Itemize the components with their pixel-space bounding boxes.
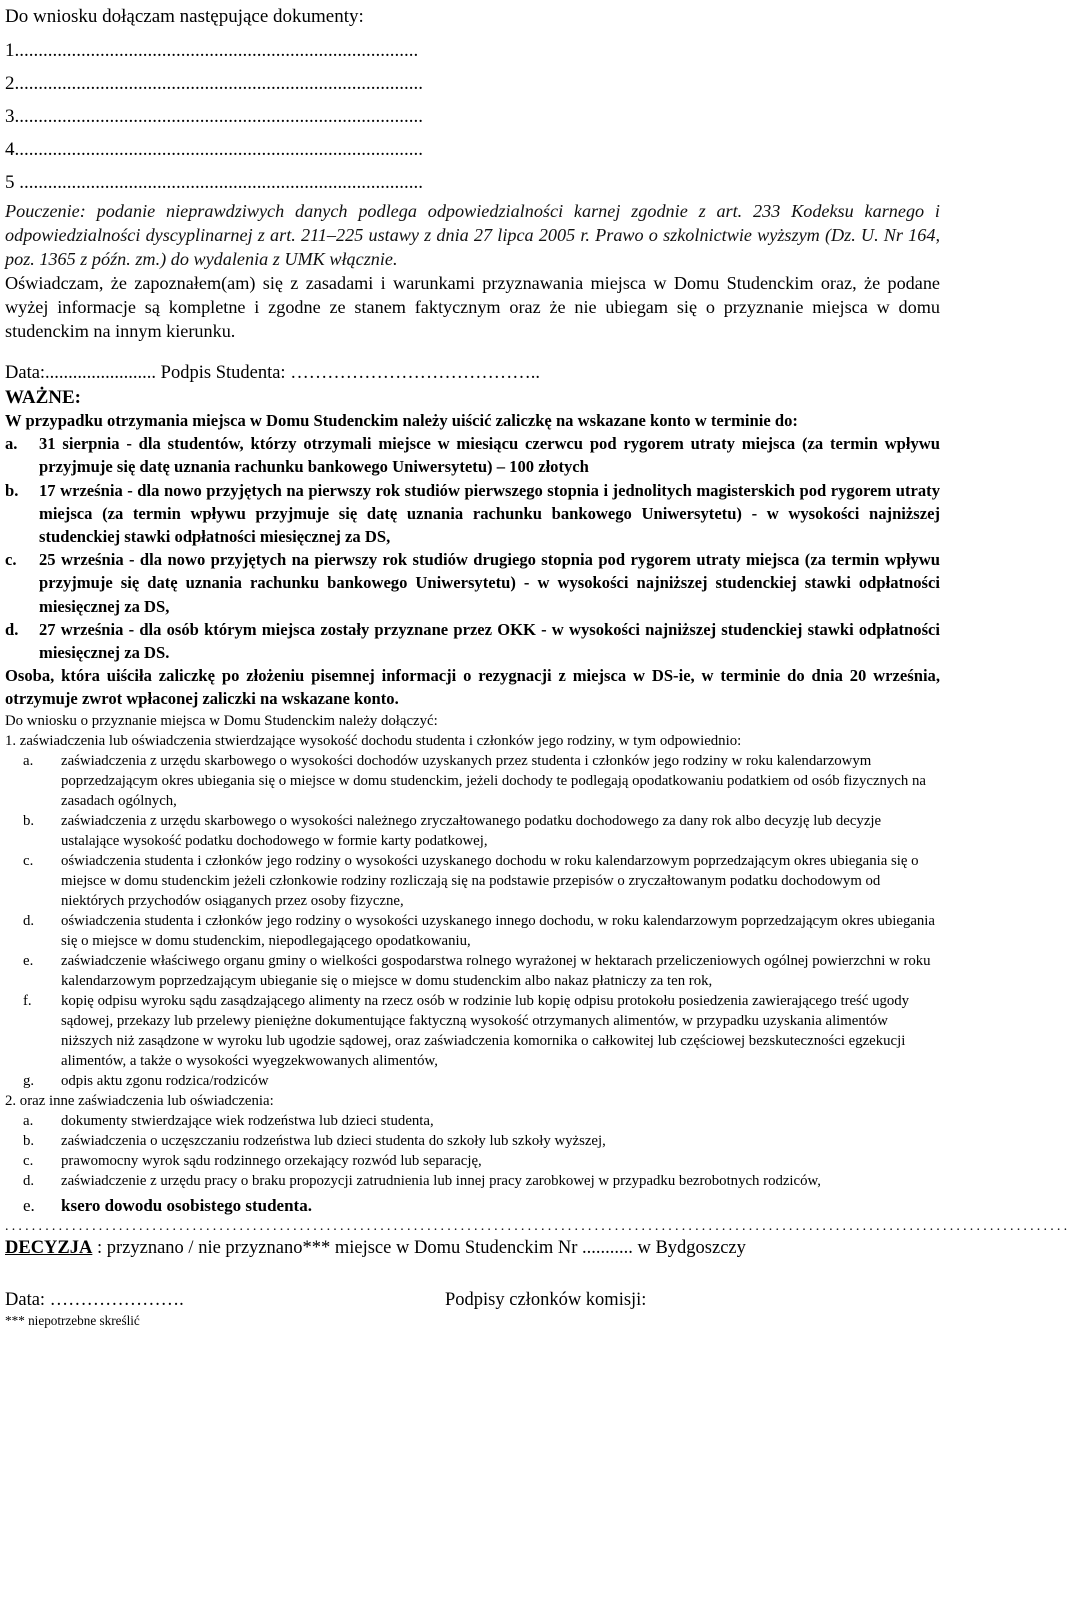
committee-signatures: Podpisy członków komisji: <box>445 1289 647 1310</box>
student-declaration: Oświadczam, że zapoznałem(am) się z zasadami i warunkami przyznawania miejsca w Domu Studenckim oraz, że podane wyżej informacje są kompletne i zgodne ze stanem faktycznym oraz że nie ubiegam się o przyznanie miejsca w domu studenckim na innym kierunku. <box>5 273 940 341</box>
footnote: *** niepotrzebne skreślić <box>5 1312 140 1328</box>
item-text: zaświadczenie właściwego organu gminy o wielkości gospodarstwa rolnego wyrażonej w hektarach przeliczeniowych ogólnej powierzchni w roku kalendarzowym poprzedzającym ubieganie się o miejsce w domu studenckim albo nakaz płatniczy za ten rok, <box>61 952 931 989</box>
item-marker: f. <box>23 992 32 1009</box>
item-marker: c. <box>5 550 17 570</box>
item-marker: a. <box>5 434 18 454</box>
deadline-item <box>5 548 940 618</box>
required-group-1-list <box>5 751 940 1091</box>
item-text: 31 sierpnia - dla studentów, którzy otrzymali miejsce w miesiącu czerwcu pod rygorem utraty miejsca (za termin wpływu przyjmuje się datę uznania rachunku bankowego Uniwersytetu) – 100 złotych <box>39 434 940 477</box>
item-text: odpis aktu zgonu rodzica/rodziców <box>61 1072 269 1089</box>
item-text: zaświadczenia z urzędu skarbowego o wysokości należnego zryczałtowanego podatku dochodowego za dany rok albo decyzję lub decyzje ustalające wysokość podatku dochodowego w formie karty podatkowej, <box>61 812 882 849</box>
item-text: 27 września - dla osób którym miejsca zostały przyznane przez OKK - w wysokości najniższej studenckiej stawki odpłatności miesięcznej za DS. <box>39 619 940 663</box>
item-marker: e. <box>23 952 34 969</box>
item-marker: g. <box>23 1072 35 1089</box>
item-marker: e. <box>23 1195 35 1215</box>
required-group-2-list <box>5 1111 940 1191</box>
decision-line <box>5 1234 940 1262</box>
list-item <box>5 991 940 1071</box>
item-marker: d. <box>23 1172 35 1189</box>
footer-row <box>5 1287 940 1313</box>
item-marker: d. <box>5 619 19 639</box>
list-item <box>5 1131 940 1151</box>
item-marker: d. <box>23 912 35 929</box>
item-text: dokumenty stwierdzające wiek rodzeństwa lub dzieci studenta, <box>61 1112 434 1129</box>
attachment-line-3[interactable]: 3...................................................................................... <box>5 106 423 127</box>
attachment-line-1[interactable]: 1..................................................................................... <box>5 40 419 61</box>
list-item <box>5 811 940 851</box>
required-docs-intro: Do wniosku o przyznanie miejsca w Domu Studenckim należy dołączyć: <box>5 712 438 729</box>
item-text: zaświadczenia o uczęszczaniu rodzeństwa lub dzieci studenta do szkoły lub szkoły wyższej, <box>61 1132 606 1149</box>
decision-text: : przyznano / nie przyznano*** miejsce w Domu Studenckim Nr ........... w Bydgoszczy <box>92 1237 746 1258</box>
item-marker: a. <box>23 1112 34 1129</box>
id-copy-item <box>5 1194 940 1218</box>
important-title: WAŻNE: <box>5 387 82 408</box>
required-group-1-title: 1. zaświadczenia lub oświadczenia stwierdzające wysokość dochodu studenta i członków jego rodziny, w tym odpowiednio: <box>5 732 742 749</box>
list-item <box>5 1111 940 1131</box>
item-text: 17 września - dla nowo przyjętych na pierwszy rok studiów pierwszego stopnia i jednolitych magisterskich pod rygorem utraty miejsca (za termin wpływu przyjmuje się datę uznania rachunku bankowego Uniwersytetu) - w wysokości najniższej studenckiej stawki odpłatności miesięcznej za DS, <box>39 480 940 547</box>
attachment-line-5[interactable]: 5 ..................................................................................... <box>5 172 423 193</box>
list-item <box>5 951 940 991</box>
item-text: prawomocny wyrok sądu rodzinnego orzekający rozwód lub separację, <box>61 1152 482 1169</box>
item-text: oświadczenia studenta i członków jego rodziny o wysokości uzyskanego dochodu w roku kalendarzowym poprzedzającym okres ubiegania się o miejsce w domu studenckim jeżeli członkowie rodziny rozliczają się na podstawie przepisów o zryczałtowanym podatku dochodowym od niektórych przychodów osiąganych przez osoby fizyczne, <box>61 852 919 909</box>
item-text: kopię odpisu wyroku sądu zasądzającego alimenty na rzecz osób w rodzinie lub kopię odpisu protokołu posiedzenia zawierającego treść ugody sądowej, przekazy lub przelewy pieniężne dokumentujące faktyczną wysokość otrzymanych alimentów, w przypadku uzyskania alimentów niższych niż zasądzone w wyroku lub ugodzie sądowej, oraz zaświadczenia komornika o całkowitej lub częściowej bezskuteczności egzekucji alimentów, a także o wysokości wyegzekwowanych alimentów, <box>61 992 910 1069</box>
attachment-line-2[interactable]: 2...................................................................................... <box>5 73 423 94</box>
item-marker: b. <box>23 1132 35 1149</box>
decision-label: DECYZJA <box>5 1237 93 1258</box>
item-marker: b. <box>5 480 19 500</box>
deadline-item <box>5 432 940 478</box>
dotted-separator: ............................................................................................................................................................... <box>5 1218 1070 1234</box>
item-text: zaświadczenie z urzędu pracy o braku propozycji zatrudnienia lub innej pracy zarobkowej w przypadku bezrobotnych rodziców, <box>61 1172 821 1189</box>
student-signature-line[interactable]: Data:........................ Podpis Studenta: ………………………………….. <box>5 363 540 383</box>
item-marker: c. <box>23 1152 34 1169</box>
item-marker: b. <box>23 812 35 829</box>
deposit-intro: W przypadku otrzymania miejsca w Domu Studenckim należy uiścić zaliczkę na wskazane konto w terminie do: <box>5 411 798 430</box>
item-marker: a. <box>23 752 34 769</box>
list-item <box>5 1171 940 1191</box>
list-item <box>5 751 940 811</box>
list-item <box>5 851 940 911</box>
attachment-line-4[interactable]: 4...................................................................................... <box>5 139 423 160</box>
required-group-2-title: 2. oraz inne zaświadczenia lub oświadczenia: <box>5 1092 274 1109</box>
decision-date[interactable]: Data: …………………. <box>5 1289 184 1310</box>
legal-warning: Pouczenie: podanie nieprawdziwych danych podlega odpowiedzialności karnej zgodnie z art. 233 Kodeksu karnego i odpowiedzialności dyscyplinarnej z art. 211–225 ustawy z dnia 27 lipca 2005 r. Prawo o szkolnictwie wyższym (Dz. U. Nr 164, poz. 1365 z późn. zm.) do wydalenia z UMK włącznie. <box>5 201 940 269</box>
list-item <box>5 1071 940 1091</box>
list-item <box>5 1151 940 1171</box>
deposit-deadlines-list <box>5 432 940 664</box>
attachments-list <box>5 34 940 199</box>
deadline-item <box>5 479 940 549</box>
list-item <box>5 911 940 951</box>
item-text: 25 września - dla nowo przyjętych na pierwszy rok studiów drugiego stopnia pod rygorem utraty miejsca (za termin wpływu przyjmuje się datę uznania rachunku bankowego Uniwersytetu) - w wysokości najniższej studenckiej stawki odpłatności miesięcznej za DS, <box>39 550 940 616</box>
attachments-heading: Do wniosku dołączam następujące dokumenty: <box>5 6 364 27</box>
item-text: oświadczenia studenta i członków jego rodziny o wysokości uzyskanego innego dochodu, w roku kalendarzowym poprzedzającym okres ubiegania się o miejsce w domu studenckim, niepodlegającego opodatkowaniu, <box>61 912 935 949</box>
deadline-item <box>5 618 940 664</box>
item-text: zaświadczenia z urzędu skarbowego o wysokości dochodów uzyskanych przez studenta i członków jego rodziny w roku kalendarzowym poprzedzającym okres ubiegania się o miejsce w domu studenckim, jeżeli dochody te podlegają opodatkowaniu podatkiem od osób fizycznych na zasadach ogólnych, <box>61 752 926 809</box>
list-item <box>5 1194 940 1218</box>
refund-note: Osoba, która uiściła zaliczkę po złożeniu pisemnej informacji o rezygnacji z miejsca w DS-ie, w terminie do dnia 20 września, otrzymuje zwrot wpłaconej zaliczki na wskazane konto. <box>5 666 940 709</box>
item-marker: c. <box>23 852 34 869</box>
application-form-page <box>5 0 1070 1329</box>
item-text: ksero dowodu osobistego studenta. <box>61 1195 312 1215</box>
